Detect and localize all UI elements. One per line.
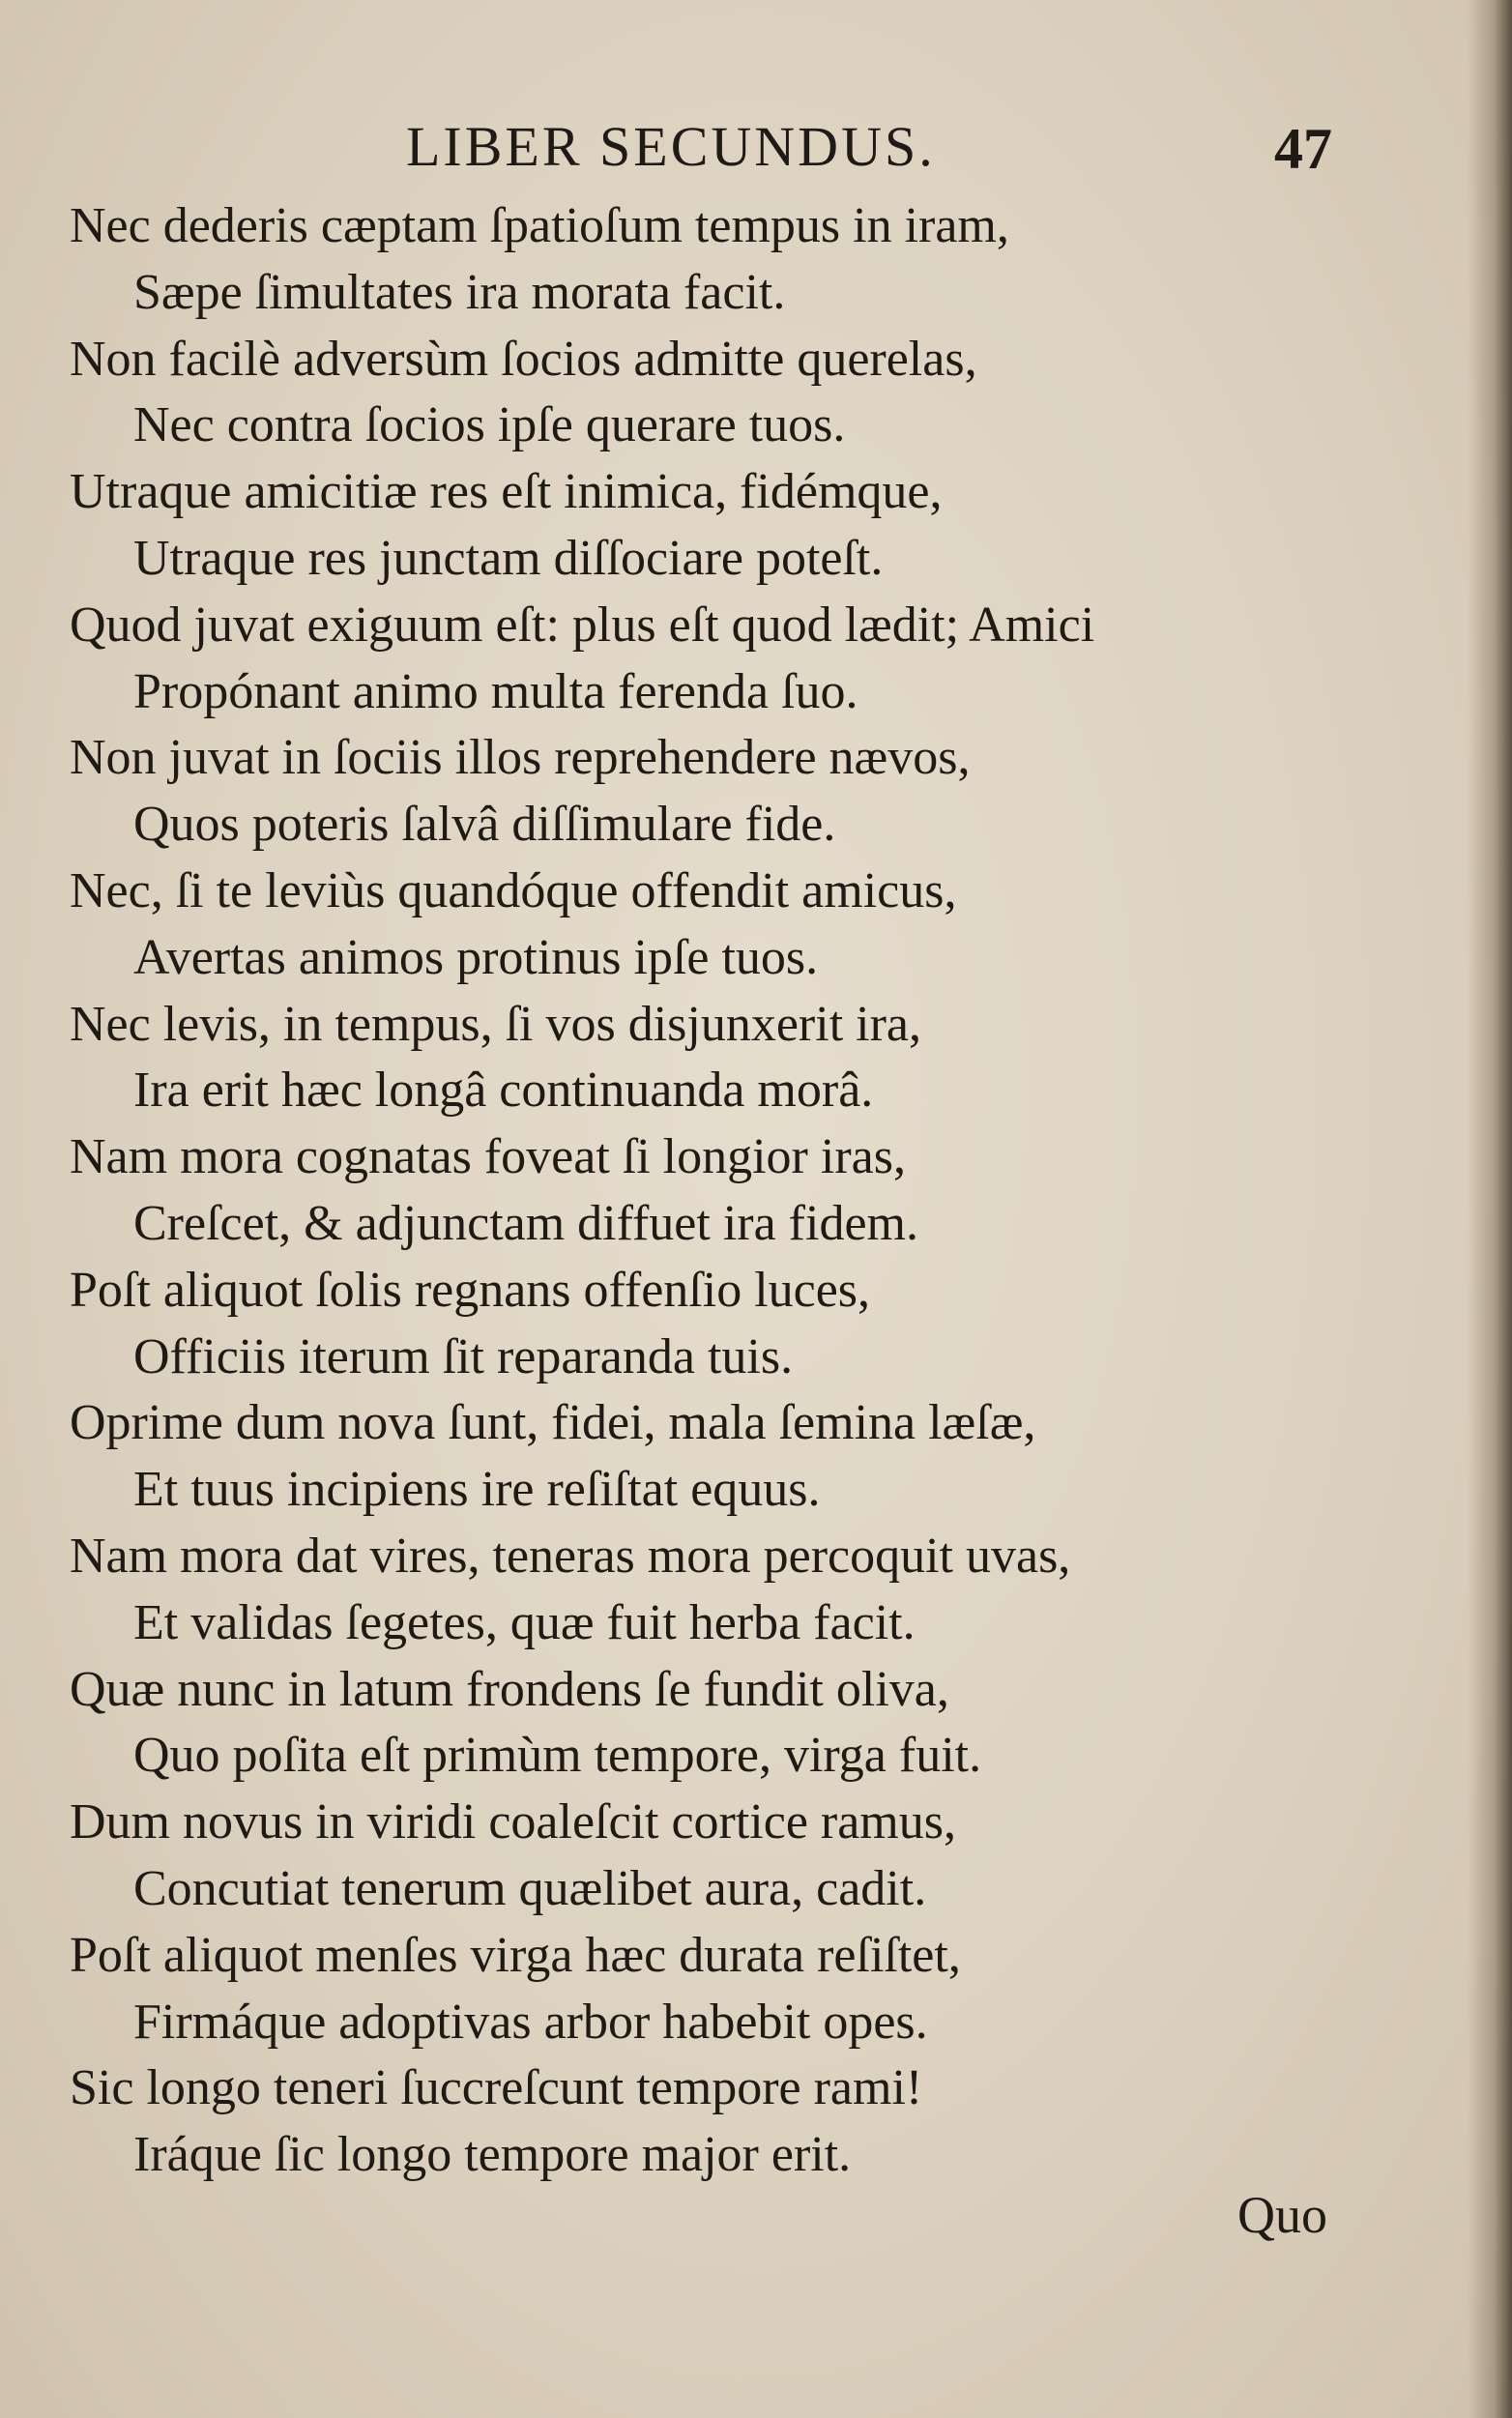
running-title: LIBER SECUNDUS. [406,115,936,178]
verse-line: Nec levis, in tempus, ſi vos disjunxerit ira, [70,996,921,1052]
verse-line: Poſt aliquot menſes virga hæc durata reſiſtet, [70,1927,961,1983]
verse-line: Avertas animos protinus ipſe tuos. [133,929,819,985]
catchword: Quo [1237,2186,1327,2244]
verse-line: Quo poſita eſt primùm tempore, virga fuit. [133,1728,982,1784]
page-number: 47 [1274,117,1332,181]
verse-line: Dum novus in viridi coaleſcit cortice ramus, [70,1794,956,1850]
verse-line: Et tuus incipiens ire reſiſtat equus. [133,1462,821,1518]
verse-line: Creſcet, & adjunctam diffuet ira fidem. [133,1195,918,1251]
verse-line: Poſt aliquot ſolis regnans offenſio luces, [70,1262,871,1318]
verse-line: Quod juvat exiguum eſt: plus eſt quod lædit; Amici [70,597,1095,653]
verse-line: Utraque res junctam diſſociare poteſt. [133,530,884,586]
verse-line: Nec dederis cæptam ſpatioſum tempus in iram, [70,198,1009,253]
verse-line: Non facilè adversùm ſocios admitte querelas, [70,331,977,387]
verse-line: Oprime dum nova ſunt, fidei, mala ſemina læſæ, [70,1395,1036,1451]
page-header [0,114,1512,182]
verse-line: Nec, ſi te leviùs quandóque offendit amicus, [70,862,957,918]
verse-line: Sic longo teneri ſuccreſcunt tempore rami! [70,2060,923,2116]
verse-line: Et validas ſegetes, quæ fuit herba facit. [133,1594,916,1650]
verse-line: Ira erit hæc longâ continuanda morâ. [133,1063,874,1119]
verse-line: Concutiat tenerum quælibet aura, cadit. [133,1860,927,1916]
verse-line: Nam mora dat vires, teneras mora percoquit uvas, [70,1528,1071,1584]
verse-line: Iráque ſic longo tempore major erit. [133,2127,852,2183]
verse-line: Quos poteris ſalvâ diſſimulare fide. [133,797,836,853]
verse-line: Firmáque adoptivas arbor habebit opes. [133,1994,928,2050]
verse-line: Quæ nunc in latum frondens ſe fundit oliva, [70,1661,949,1717]
poem-text [70,193,1404,2189]
verse-line: Sæpe ſimultates ira morata facit. [133,264,786,320]
verse-line: Nam mora cognatas foveat ſi longior iras, [70,1129,906,1185]
verse-line: Non juvat in ſociis illos reprehendere nævos, [70,730,971,786]
verse-line: Nec contra ſocios ipſe querare tuos. [133,397,846,453]
verse-line: Officiis iterum ſit reparanda tuis. [133,1328,794,1384]
verse-line: Utraque amicitiæ res eſt inimica, fidémque, [70,464,943,520]
verse-line: Propónant animo multa ferenda ſuo. [133,663,858,719]
page-gutter-shadow [1468,0,1512,2418]
